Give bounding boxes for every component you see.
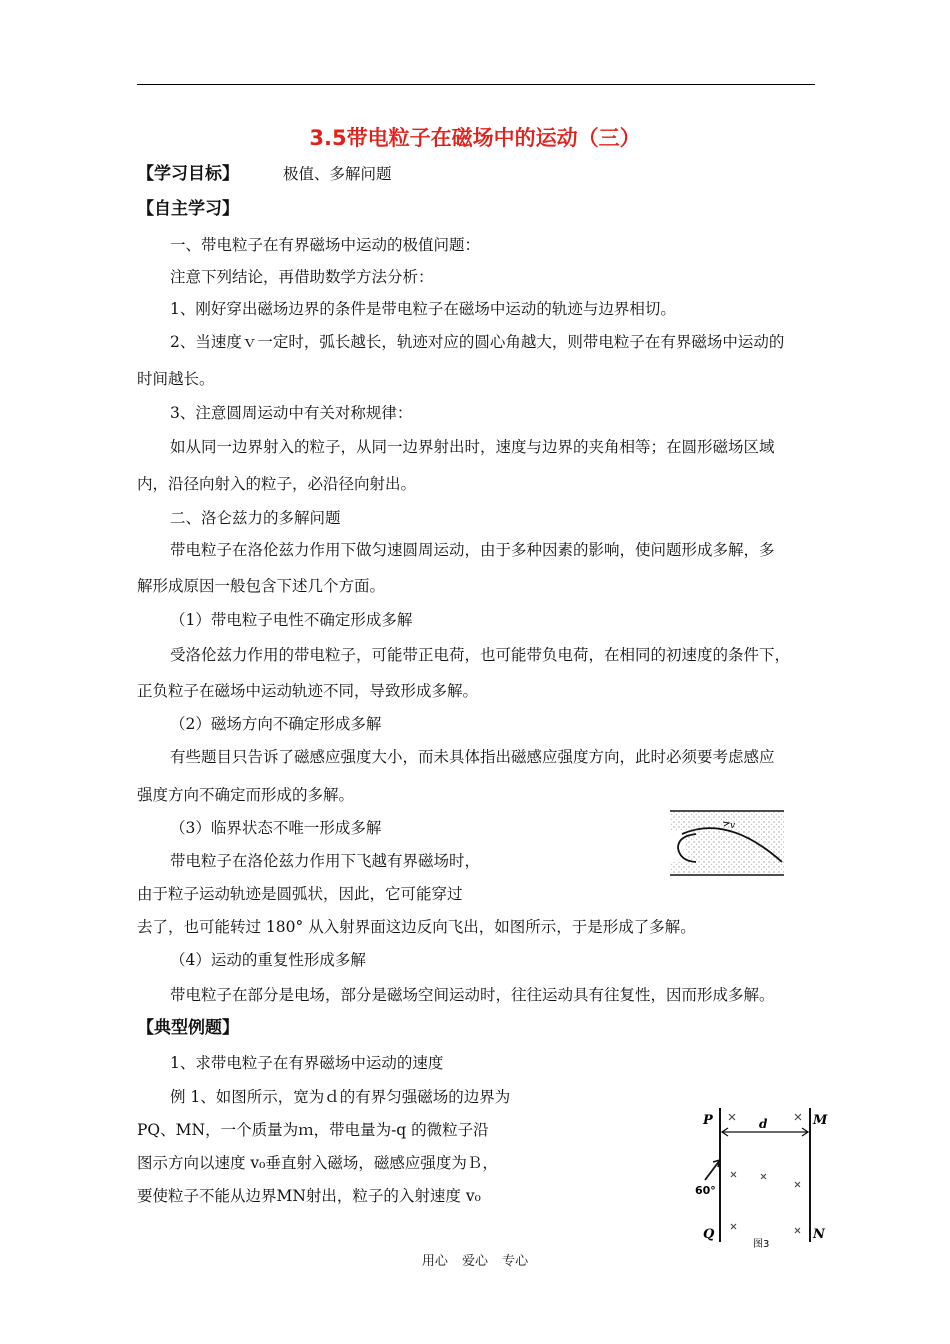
p3-line2: 由于粒子运动轨迹是圆弧状，因此，它可能穿过 bbox=[137, 885, 463, 903]
page-title: 3.5带电粒子在磁场中的运动（三） bbox=[309, 126, 641, 150]
p2-line1: 有些题目只告诉了磁感应强度大小，而未具体指出磁感应强度方向，此时必须要考虑感应 bbox=[170, 748, 775, 766]
example1-figure bbox=[695, 1100, 830, 1250]
section1-item3-text-line2: 内，沿径向射入的粒子，必沿径向射出。 bbox=[137, 475, 417, 493]
section1-item2-line2: 时间越长。 bbox=[137, 370, 215, 388]
section1-heading: 一、带电粒子在有界磁场中运动的极值问题： bbox=[170, 236, 481, 254]
field-band-figure bbox=[668, 806, 788, 880]
p4-heading: （4）运动的重复性形成多解 bbox=[170, 951, 366, 969]
section1-item1: 1、刚好穿出磁场边界的条件是带电粒子在磁场中运动的轨迹与边界相切。 bbox=[170, 300, 676, 318]
section2-heading: 二、洛仑兹力的多解问题 bbox=[170, 509, 341, 527]
section2-intro-line1: 带电粒子在洛伦兹力作用下做匀速圆周运动，由于多种因素的影响，使问题形成多解，多 bbox=[170, 541, 775, 559]
p3-heading: （3）临界状态不唯一形成多解 bbox=[170, 819, 382, 837]
page-footer: 用心 爱心 专心 bbox=[421, 1254, 529, 1269]
section1-item3: 3、注意圆周运动中有关对称规律： bbox=[170, 404, 413, 422]
example1-line1: 例 1、如图所示，宽为ｄ的有界匀强磁场的边界为 bbox=[170, 1088, 511, 1106]
incident-velocity-line bbox=[705, 1160, 720, 1180]
label-M: M bbox=[813, 1113, 828, 1128]
field-region bbox=[670, 812, 784, 874]
section1-note: 注意下列结论，再借助数学方法分析： bbox=[170, 268, 434, 286]
example1-line3: 图示方向以速度 v₀垂直射入磁场，磁感应强度为Ｂ， bbox=[137, 1154, 498, 1172]
example1-line2: PQ、MN，一个质量为ｍ，带电量为-q 的微粒子沿 bbox=[137, 1121, 489, 1139]
p1-heading: （1）带电粒子电性不确定形成多解 bbox=[170, 611, 413, 629]
header-rule bbox=[137, 84, 815, 85]
objectives-label: 【学习目标】 bbox=[137, 164, 239, 184]
section2-intro-line2: 解形成原因一般包含下述几个方面。 bbox=[137, 577, 386, 595]
angle-label: 60° bbox=[695, 1184, 716, 1197]
p3-line3: 去了，也可能转过 180° 从入射界面这边反向飞出，如图所示，于是形成了多解。 bbox=[137, 918, 696, 936]
p3-line1: 带电粒子在洛伦兹力作用下飞越有界磁场时， bbox=[170, 852, 481, 870]
label-Q: Q bbox=[703, 1227, 715, 1242]
figure-caption: 图3 bbox=[753, 1239, 770, 1250]
section1-item2-line1: 2、当速度ｖ一定时，弧长越长，轨迹对应的圆心角越大，则带电粒子在有界磁场中运动的 bbox=[170, 333, 785, 351]
objectives-text: 极值、多解问题 bbox=[283, 165, 392, 183]
example1-line4: 要使粒子不能从边界MN射出，粒子的入射速度 v₀ bbox=[137, 1187, 481, 1205]
label-P: P bbox=[703, 1113, 713, 1128]
label-d: d bbox=[759, 1117, 768, 1131]
examples-label: 【典型例题】 bbox=[137, 1018, 239, 1038]
p2-heading: （2）磁场方向不确定形成多解 bbox=[170, 715, 382, 733]
section1-item3-text-line1: 如从同一边界射入的粒子，从同一边界射出时，速度与边界的夹角相等；在圆形磁场区域 bbox=[170, 438, 775, 456]
p2-line2: 强度方向不确定而形成的多解。 bbox=[137, 786, 355, 804]
self-study-label: 【自主学习】 bbox=[137, 199, 239, 219]
label-N: N bbox=[813, 1227, 825, 1242]
velocity-label: v bbox=[730, 821, 736, 831]
examples-sub1: 1、求带电粒子在有界磁场中运动的速度 bbox=[170, 1054, 444, 1072]
p4-line1: 带电粒子在部分是电场，部分是磁场空间运动时，往往运动具有往复性，因而形成多解。 bbox=[170, 986, 775, 1004]
p1-line2: 正负粒子在磁场中运动轨迹不同，导致形成多解。 bbox=[137, 682, 479, 700]
p1-line1: 受洛伦兹力作用的带电粒子，可能带正电荷，也可能带负电荷，在相同的初速度的条件下， bbox=[170, 646, 791, 664]
